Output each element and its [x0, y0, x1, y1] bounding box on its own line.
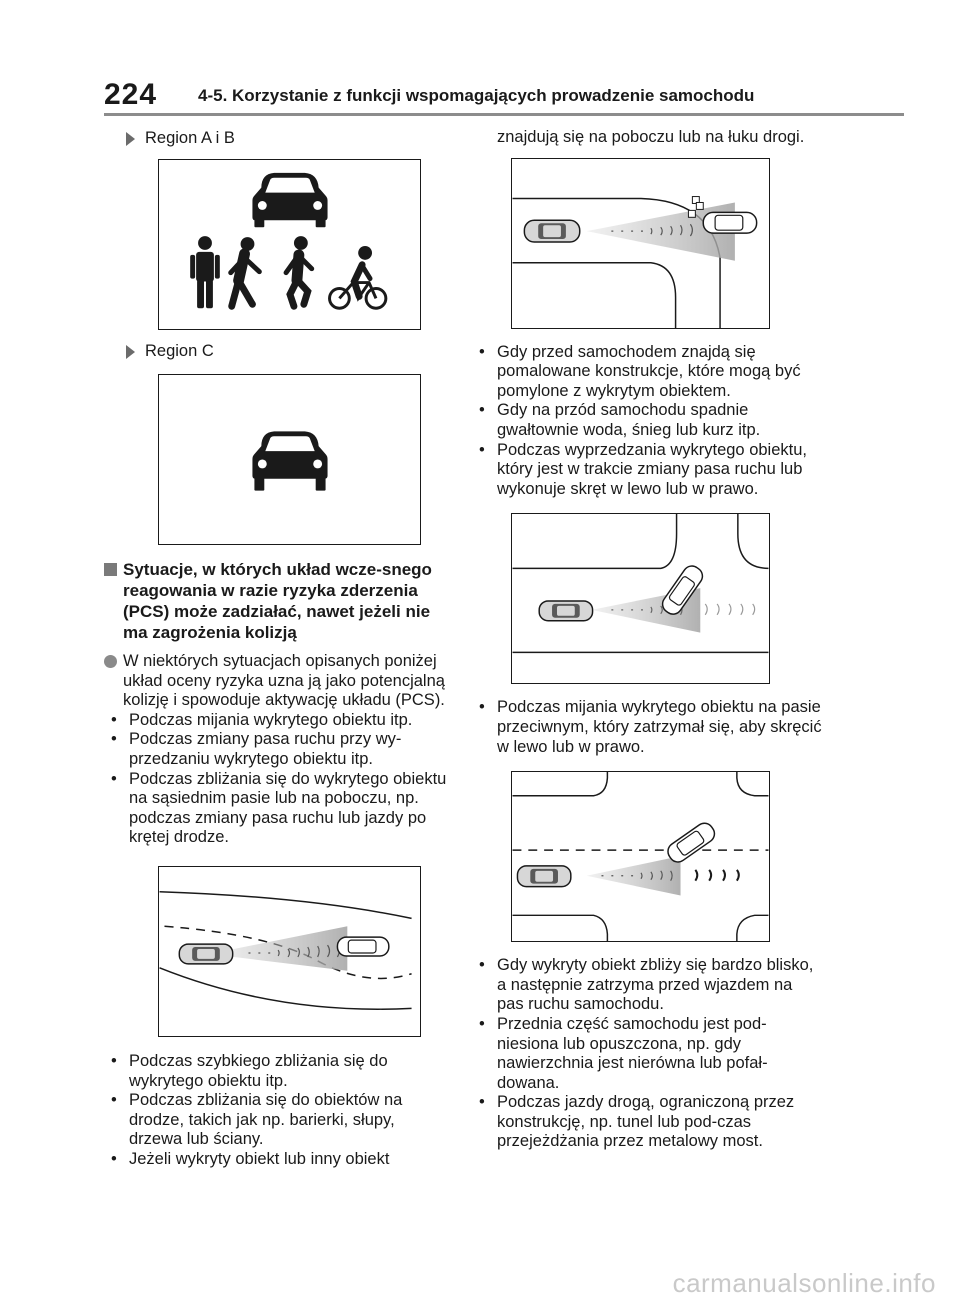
car-front-icon [159, 375, 420, 544]
figure-region-ab [158, 159, 421, 330]
curved-road-diagram [159, 867, 420, 1036]
car-pedestrian-cyclist-icon [159, 160, 420, 329]
list-item: • Jeżeli wykryty obiekt lub inny obiekt [104, 1150, 450, 1170]
ego-car-icon [179, 944, 232, 964]
header-rule [104, 113, 904, 116]
list-item: • Podczas mijania wykrytego obiektu na pasie przeciwnym, który zatrzymał się, aby skręcić w lewo lub w prawo. [472, 698, 822, 757]
ego-car-icon [524, 220, 579, 242]
list-item: • Gdy wykryty obiekt zbliży się bardzo blisko, a następnie zatrzyma przed wjazdem na pas ruchu samochodu. [472, 956, 822, 1015]
circle-marker-icon [104, 655, 117, 668]
bullet-list-left-2 [104, 1052, 450, 1170]
list-item: • Podczas jazdy drogą, ograniczoną przez konstrukcję, np. tunel lub pod-czas przejeżdżania przez metalowy most. [472, 1093, 822, 1152]
page-number: 224 [104, 78, 158, 111]
watermark: carmanualsonline.info [672, 1268, 936, 1298]
ego-car-icon [517, 866, 570, 887]
list-item: • Gdy na przód samochodu spadnie gwałtownie woda, śnieg lub kurz itp. [472, 401, 822, 440]
figure-region-c [158, 374, 421, 545]
continuation-text: znajdują się na poboczu lub na łuku drogi. [497, 128, 805, 146]
left-column [104, 129, 450, 1170]
region-c-label: Region C [126, 342, 450, 362]
chapter-title: 4-5. Korzystanie z funkcji wspomagających prowadzenie samochodu [198, 86, 755, 105]
turning-vehicle-diagram [512, 514, 769, 683]
bullet-list-left-1 [104, 711, 450, 848]
figure-oncoming-vehicle [511, 771, 770, 942]
right-column [472, 128, 822, 1152]
bullet-list-right-2 [472, 698, 822, 757]
bullet-list-right-3 [472, 956, 822, 1152]
list-item: • Podczas zmiany pasa ruchu przy wy-przedzaniu wykrytego obiektu itp. [104, 730, 450, 769]
target-car-icon [337, 937, 388, 956]
list-item: • Przednia część samochodu jest pod-niesiona lub opuszczona, np. gdy nawierzchnia jest nierówna lub pofał-dowana. [472, 1015, 822, 1093]
section-heading: Sytuacje, w których układ wcze-snego reagowania w razie ryzyka zderzenia (PCS) może zadziałać, nawet jeżeli nie ma zagrożenia kolizją [104, 559, 450, 643]
list-item: • Podczas zbliżania się do obiektów na drodze, takich jak np. barierki, słupy, drzewa lub ściany. [104, 1091, 450, 1150]
figure-roadside-objects [511, 158, 770, 329]
list-item: • Gdy przed samochodem znajdą się pomalowane konstrukcje, które mogą być pomylone z wykrytym obiektem. [472, 343, 822, 402]
intro-paragraph: W niektórych sytuacjach opisanych poniżej układ oceny ryzyka uzna ją jako potencjalną kolizję i spowoduje aktywację układu (PCS). [104, 652, 450, 711]
list-item: • Podczas mijania wykrytego obiektu itp. [104, 711, 450, 731]
target-car-icon [665, 820, 718, 866]
figure-turning-vehicle [511, 513, 770, 684]
ego-car-icon [539, 601, 592, 621]
arrow-marker-icon [126, 132, 135, 146]
region-ab-label: Region A i B [126, 129, 450, 149]
list-item: • Podczas wyprzedzania wykrytego obiektu, który jest w trakcie zmiany pasa ruchu lub wykonuje skręt w lewo lub w prawo. [472, 441, 822, 500]
square-marker-icon [104, 563, 117, 576]
list-item: • Podczas szybkiego zbliżania się do wykrytego obiektu itp. [104, 1052, 450, 1091]
figure-curved-road [158, 866, 421, 1037]
roadside-objects-diagram [512, 159, 769, 328]
target-car-icon [703, 212, 756, 233]
oncoming-vehicle-diagram [512, 772, 769, 941]
list-item: • Podczas zbliżania się do wykrytego obiektu na sąsiednim pasie lub na poboczu, np. podczas zmiany pasa ruchu lub jazdy po krętej drodze. [104, 770, 450, 848]
arrow-marker-icon [126, 345, 135, 359]
bullet-list-right-1 [472, 343, 822, 500]
